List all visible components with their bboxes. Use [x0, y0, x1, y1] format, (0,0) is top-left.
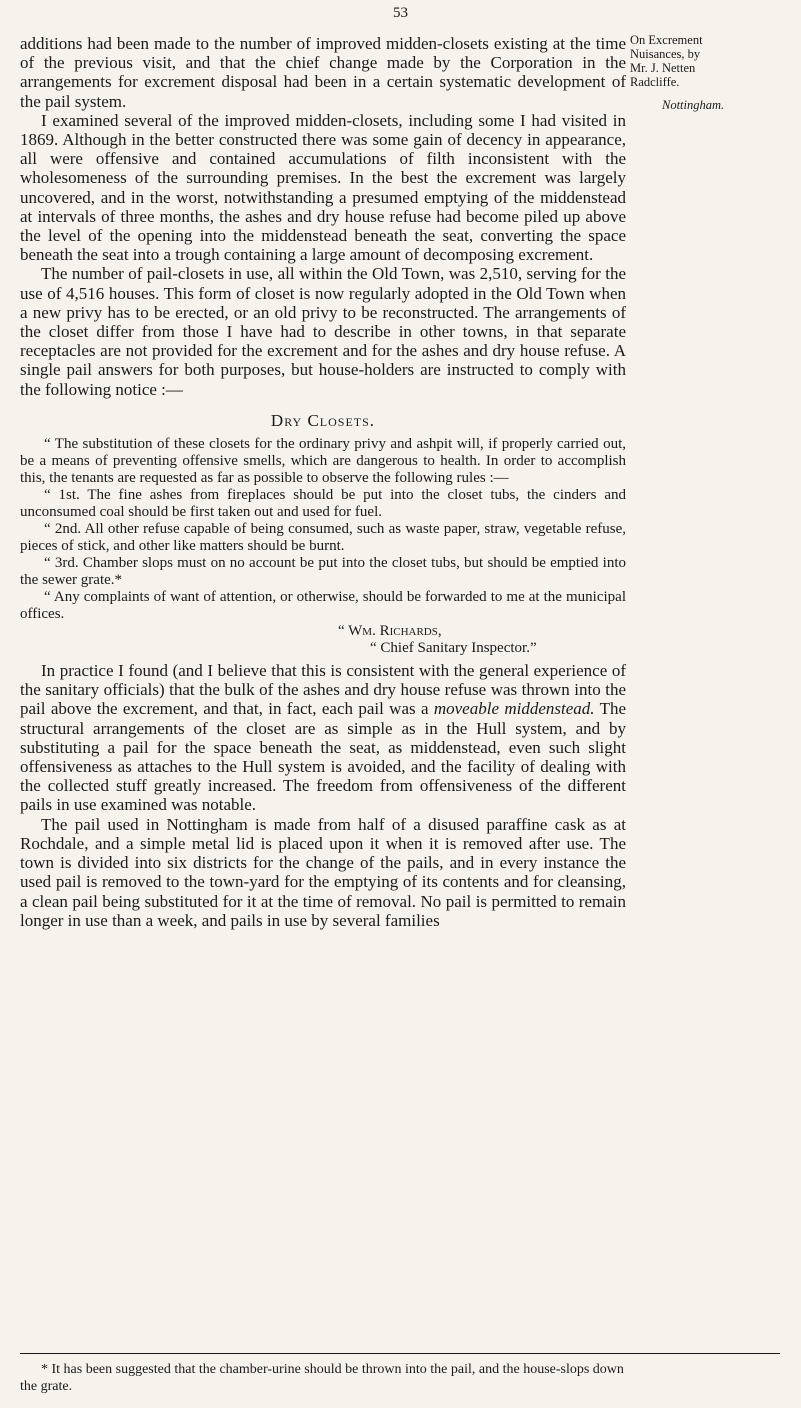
signature-name: “ Wm. Richards, — [338, 623, 442, 640]
paragraph-text: The structural arrangements of the closet are as simple as in the Hull system, and by substituting a pail for the space beneath the seat, as middenstead, even such slight offensiveness as attaches to the Hull system is avoided, and the facility of dealing with the collected stuff greatly increased. The freedom from offensiveness of the different pails in use examined was notable. — [20, 699, 626, 815]
notice-paragraph: “ Any complaints of want of attention, or otherwise, should be forwarded to me at the municipal offices. — [20, 589, 626, 623]
margin-note-line: On Excrement — [630, 33, 703, 47]
footnote-divider — [20, 1353, 780, 1354]
margin-note-place: Nottingham. — [662, 98, 725, 112]
paragraph-text: In practice I found (and I believe that this is consistent with the general experience of the sanitary officials) that the bulk of the ashes and dry house refuse was thrown into the pail above the excrement, and that, in fact, each pail was a — [20, 661, 626, 719]
notice-rule: “ 1st. The fine ashes from fireplaces should be put into the closet tubs, the cinders and unconsumed coal should be first taken out and used for fuel. — [20, 487, 626, 521]
paragraph: I examined several of the improved midden-closets, including some I had visited in 1869. Although in the better constructed there was some gain of decency in appearance, all were offensive and contained accumulations of filth inconsistent with the wholesomeness of the surrounding premises. In the best the excrement was largely uncovered, and in the worst, notwithstanding a presumed emptying of the middenstead at intervals of three months, the ashes and dry house refuse had become piled up above the level of the opening into the middenstead beneath the seat, converting the space beneath the seat into a trough containing a large amount of decomposing excrement. — [20, 110, 626, 265]
paragraph — [20, 661, 626, 815]
paragraph: The pail used in Nottingham is made from half of a disused paraffine cask as at Rochdale, and a simple metal lid is placed upon it when it is removed after use. The town is divided into six districts for the change of the pails, and in every instance the used pail is removed to the town-yard for the emptying of its contents and for cleansing, a clean pail being substituted for it at the time of removal. No pail is permitted to remain longer in use than a week, and pails in use by several families — [20, 814, 626, 930]
margin-note-line: Mr. J. Netten — [630, 61, 696, 75]
signature-title: “ Chief Sanitary Inspector.” — [370, 640, 537, 657]
margin-note-line: Radcliffe. — [630, 75, 680, 89]
margin-note — [630, 33, 785, 112]
body-text — [20, 34, 626, 930]
emphasis-text: moveable middenstead. — [433, 699, 595, 719]
notice-heading: Dry Closets. — [270, 410, 376, 430]
paragraph: additions had been made to the number of improved midden-closets existing at the time of the previous visit, and that the chief change made by the Corporation in the arrangements for excrement disposal had been in a certain systematic development of the pail system. — [20, 34, 626, 111]
page-number: 53 — [393, 5, 408, 21]
footnote-text: * It has been suggested that the chamber-urine should be thrown into the pail, and the house-slops down the grate. — [20, 1362, 624, 1394]
footnote — [20, 1361, 626, 1395]
notice-rule: “ 3rd. Chamber slops must on no account be put into the closet tubs, but should be emptied into the sewer grate.* — [20, 555, 626, 589]
notice-paragraph: “ The substitution of these closets for the ordinary privy and ashpit will, if properly carried out, be a means of preventing offensive smells, which are dangerous to health. In order to accomplish this, the tenants are requested as far as possible to observe the following rules :— — [20, 436, 626, 487]
margin-note-line: Nuisances, by — [630, 47, 701, 61]
notice — [20, 436, 626, 657]
paragraph: The number of pail-closets in use, all within the Old Town, was 2,510, serving for the use of 4,516 houses. This form of closet is now regularly adopted in the Old Town when a new privy has to be erected, or an old privy to be reconstructed. The arrangements of the closet differ from those I have had to describe in other towns, in that separate receptacles are not provided for the excrement and for the ashes and dry house refuse. A single pail answers for both purposes, but house-holders are instructed to comply with the following notice :— — [20, 264, 626, 399]
signature — [20, 623, 626, 657]
notice-rule: “ 2nd. All other refuse capable of being consumed, such as waste paper, straw, vegetable refuse, pieces of stick, and other like matters should be burnt. — [20, 521, 626, 555]
